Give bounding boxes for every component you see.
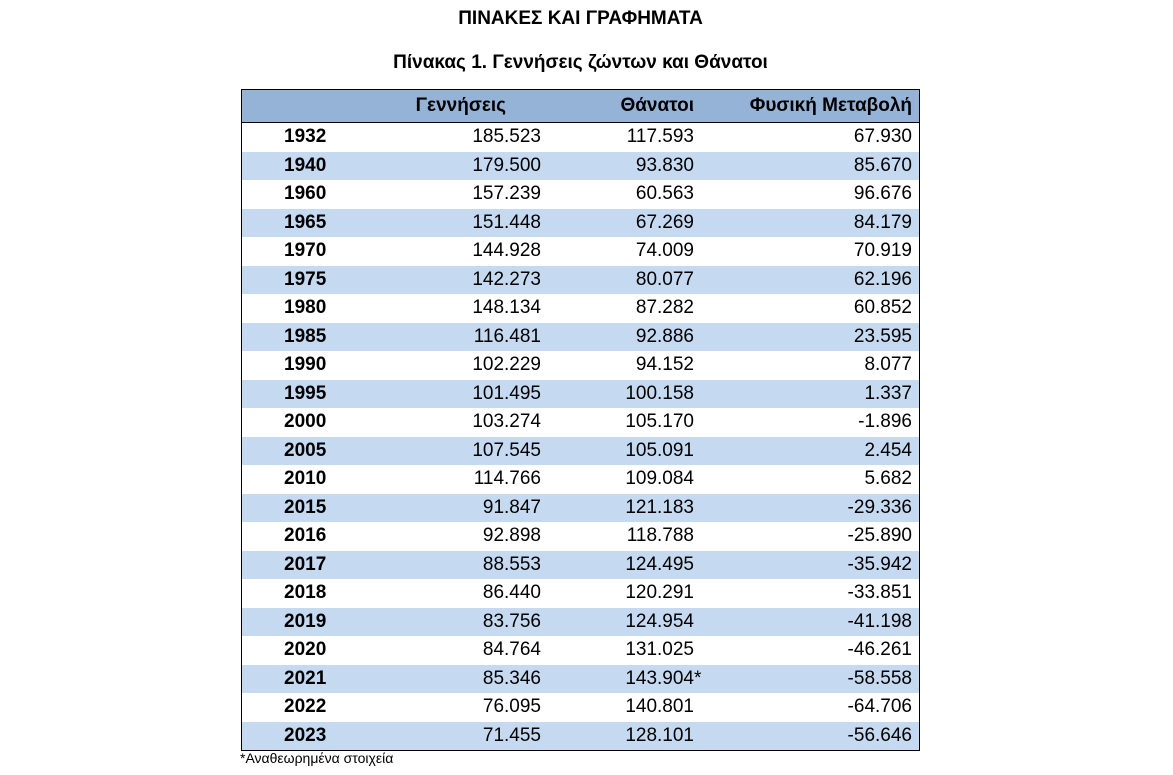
deaths-cell bbox=[541, 297, 694, 319]
deaths-value: 74.009 bbox=[635, 240, 694, 262]
year-cell: 1940 bbox=[284, 154, 327, 176]
natural-change-cell: -46.261 bbox=[847, 639, 912, 661]
year-cell: 1980 bbox=[284, 297, 327, 319]
deaths-value: 100.158 bbox=[625, 382, 694, 404]
deaths-cell bbox=[541, 582, 694, 604]
table-row bbox=[242, 522, 919, 551]
deaths-cell bbox=[541, 212, 694, 234]
births-cell: 71.455 bbox=[482, 724, 541, 746]
year-cell: 2023 bbox=[284, 724, 327, 746]
year-cell: 1970 bbox=[284, 240, 327, 262]
table-row bbox=[242, 665, 919, 694]
natural-change-cell: 67.930 bbox=[853, 126, 912, 148]
deaths-value: 140.801 bbox=[625, 696, 694, 718]
natural-change-cell: -33.851 bbox=[847, 582, 912, 604]
table-row bbox=[242, 209, 919, 238]
natural-change-cell: 1.337 bbox=[864, 382, 912, 404]
deaths-cell bbox=[541, 525, 694, 547]
natural-change-cell: -41.198 bbox=[847, 610, 912, 632]
births-cell: 107.545 bbox=[472, 439, 541, 461]
table-row bbox=[242, 237, 919, 266]
deaths-value: 87.282 bbox=[635, 297, 694, 319]
natural-change-cell: 70.919 bbox=[853, 240, 912, 262]
deaths-cell bbox=[541, 611, 694, 633]
deaths-value: 124.954 bbox=[625, 610, 694, 632]
births-deaths-table bbox=[241, 89, 920, 751]
deaths-cell bbox=[541, 639, 694, 661]
natural-change-cell: -35.942 bbox=[847, 553, 912, 575]
deaths-cell bbox=[541, 554, 694, 576]
year-cell: 2022 bbox=[284, 696, 327, 718]
column-header-natural-change: Φυσική Μεταβολή bbox=[749, 95, 912, 116]
year-cell: 2018 bbox=[284, 582, 327, 604]
table-title: Πίνακας 1. Γεννήσεις ζώντων και Θάνατοι bbox=[393, 52, 768, 73]
deaths-cell bbox=[541, 725, 694, 747]
natural-change-cell: 23.595 bbox=[853, 325, 912, 347]
natural-change-cell: 84.179 bbox=[853, 211, 912, 233]
year-cell: 1990 bbox=[284, 354, 327, 376]
natural-change-cell: 96.676 bbox=[853, 183, 912, 205]
table-row bbox=[242, 294, 919, 323]
deaths-value: 105.170 bbox=[625, 411, 694, 433]
births-cell: 116.481 bbox=[473, 325, 541, 347]
births-cell: 92.898 bbox=[482, 525, 541, 547]
deaths-cell bbox=[541, 497, 694, 519]
deaths-value: 92.886 bbox=[635, 325, 694, 347]
births-cell: 86.440 bbox=[482, 582, 541, 604]
table-row bbox=[242, 380, 919, 409]
year-cell: 1965 bbox=[284, 211, 327, 233]
births-cell: 103.274 bbox=[472, 411, 541, 433]
births-cell: 102.229 bbox=[472, 354, 541, 376]
deaths-value: 93.830 bbox=[635, 154, 694, 176]
year-cell: 2010 bbox=[284, 468, 327, 490]
year-cell: 2016 bbox=[284, 525, 327, 547]
births-cell: 83.756 bbox=[482, 610, 541, 632]
deaths-value: 105.091 bbox=[625, 439, 694, 461]
table-row bbox=[242, 266, 919, 295]
births-cell: 185.523 bbox=[472, 126, 541, 148]
table-row bbox=[242, 579, 919, 608]
deaths-value: 109.084 bbox=[625, 468, 694, 490]
year-cell: 1932 bbox=[284, 126, 327, 148]
deaths-value: 67.269 bbox=[635, 211, 694, 233]
deaths-cell bbox=[541, 240, 694, 262]
deaths-value: 131.025 bbox=[625, 639, 694, 661]
deaths-cell bbox=[541, 354, 694, 376]
natural-change-cell: 60.852 bbox=[853, 297, 912, 319]
natural-change-cell: -58.558 bbox=[847, 667, 912, 689]
deaths-cell: 143.904* bbox=[625, 667, 702, 689]
year-cell: 2000 bbox=[284, 411, 327, 433]
year-cell: 1960 bbox=[284, 183, 327, 205]
births-cell: 142.273 bbox=[472, 268, 541, 290]
deaths-value: 94.152 bbox=[635, 354, 694, 376]
births-cell: 85.346 bbox=[482, 667, 541, 689]
births-cell: 148.134 bbox=[472, 297, 541, 319]
table-row bbox=[242, 152, 919, 181]
natural-change-cell: 8.077 bbox=[864, 354, 912, 376]
year-cell: 2017 bbox=[284, 553, 327, 575]
table-row bbox=[242, 437, 919, 466]
table-row bbox=[242, 551, 919, 580]
births-cell: 157.239 bbox=[472, 183, 541, 205]
deaths-value: 121.183 bbox=[625, 496, 694, 518]
births-cell: 84.764 bbox=[482, 639, 541, 661]
table-row bbox=[242, 180, 919, 209]
page-title: ΠΙΝΑΚΕΣ ΚΑΙ ΓΡΑΦΗΜΑΤΑ bbox=[458, 8, 703, 29]
deaths-value: 143.904 bbox=[625, 667, 694, 689]
natural-change-cell: -56.646 bbox=[847, 724, 912, 746]
year-cell: 1985 bbox=[284, 325, 327, 347]
year-cell: 1995 bbox=[284, 382, 327, 404]
deaths-cell bbox=[541, 155, 694, 177]
births-cell: 114.766 bbox=[473, 468, 541, 490]
table-header-row bbox=[242, 90, 919, 123]
table-row bbox=[242, 636, 919, 665]
births-cell: 76.095 bbox=[482, 696, 541, 718]
births-cell: 179.500 bbox=[472, 154, 541, 176]
natural-change-cell: -29.336 bbox=[847, 496, 912, 518]
births-cell: 144.928 bbox=[472, 240, 541, 262]
deaths-value: 117.593 bbox=[626, 126, 694, 148]
table-row bbox=[242, 608, 919, 637]
natural-change-cell: 2.454 bbox=[864, 439, 912, 461]
deaths-cell bbox=[541, 468, 694, 490]
year-cell: 2021 bbox=[284, 667, 327, 689]
year-cell: 1975 bbox=[284, 268, 327, 290]
deaths-cell bbox=[541, 126, 694, 148]
table-row bbox=[242, 123, 919, 152]
deaths-cell bbox=[541, 696, 694, 718]
footnote: *Αναθεωρημένα στοιχεία bbox=[240, 750, 394, 766]
year-cell: 2020 bbox=[284, 639, 327, 661]
deaths-cell bbox=[541, 411, 694, 433]
year-cell: 2005 bbox=[284, 439, 327, 461]
natural-change-cell: -25.890 bbox=[847, 525, 912, 547]
table-row bbox=[242, 323, 919, 352]
table-row bbox=[242, 693, 919, 722]
column-header-births: Γεννήσεις bbox=[415, 95, 506, 116]
table-row bbox=[242, 494, 919, 523]
natural-change-cell: 5.682 bbox=[864, 468, 912, 490]
table-body bbox=[242, 123, 919, 750]
deaths-cell bbox=[541, 269, 694, 291]
deaths-cell bbox=[541, 383, 694, 405]
deaths-cell bbox=[541, 183, 694, 205]
table-row bbox=[242, 722, 919, 751]
year-cell: 2019 bbox=[284, 610, 327, 632]
deaths-value: 120.291 bbox=[625, 582, 694, 604]
table-row bbox=[242, 351, 919, 380]
deaths-value: 128.101 bbox=[625, 724, 694, 746]
deaths-cell bbox=[541, 326, 694, 348]
natural-change-cell: -64.706 bbox=[847, 696, 912, 718]
births-cell: 151.448 bbox=[472, 211, 541, 233]
year-cell: 2015 bbox=[284, 496, 327, 518]
births-cell: 91.847 bbox=[482, 496, 541, 518]
deaths-value: 80.077 bbox=[635, 268, 694, 290]
natural-change-cell: -1.896 bbox=[858, 411, 912, 433]
table-row bbox=[242, 465, 919, 494]
natural-change-cell: 85.670 bbox=[853, 154, 912, 176]
deaths-cell bbox=[541, 440, 694, 462]
deaths-value: 60.563 bbox=[635, 183, 694, 205]
table-row bbox=[242, 408, 919, 437]
deaths-value: 124.495 bbox=[625, 553, 694, 575]
births-cell: 101.495 bbox=[472, 382, 541, 404]
births-cell: 88.553 bbox=[482, 553, 541, 575]
deaths-value: 118.788 bbox=[626, 525, 694, 547]
column-header-deaths: Θάνατοι bbox=[620, 95, 694, 116]
natural-change-cell: 62.196 bbox=[853, 268, 912, 290]
